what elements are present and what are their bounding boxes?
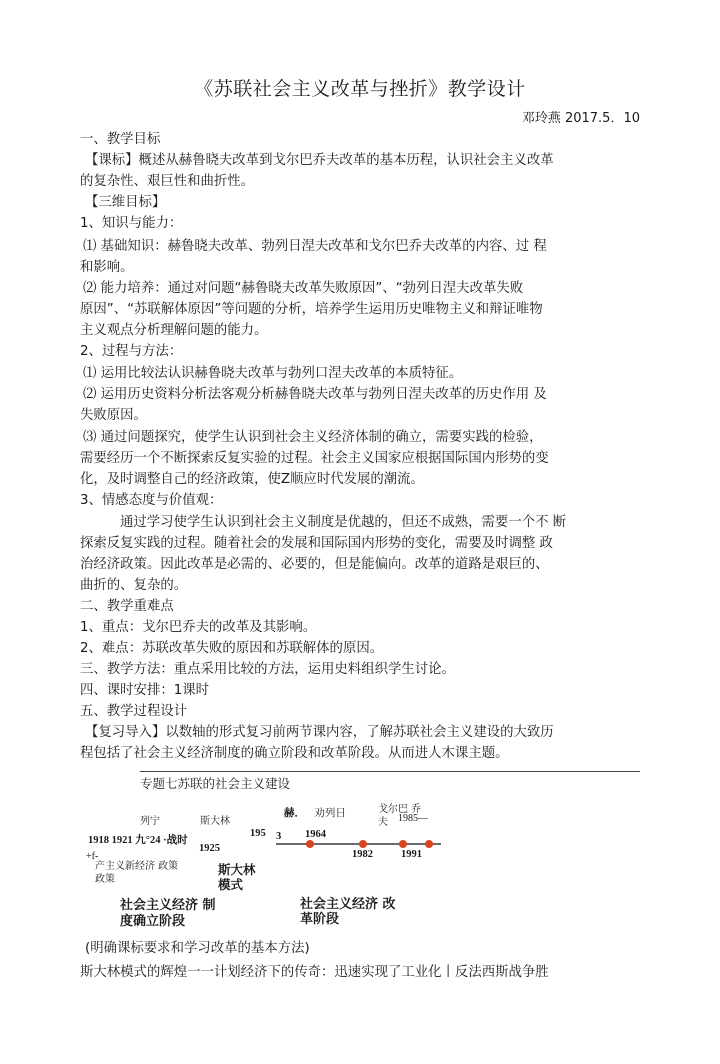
subheading-three-goals: 【三维目标】	[85, 195, 166, 210]
paragraph-line: 1、重点：戈尔巴乔夫的改革及其影响。	[80, 620, 317, 635]
year-195: 195	[250, 828, 266, 839]
paragraph-line: ⑴ 基础知识：赫鲁晓夫改革、勃列日涅夫改革和戈尔巴乔夫改革的内容、过 程	[83, 239, 547, 254]
paragraph-line: 的复杂性、艰巨性和曲折性。	[80, 174, 255, 189]
paragraph-line: 需要经历一个不断探索反复实验的过程。社会主义国家应根据国际国内形势的变	[80, 451, 549, 466]
paragraph-line: 治经济政策。因此改革是必需的、必要的，但是能偏向。改革的道路是艰巨的、	[80, 557, 549, 572]
stage-reform-cont: 革阶段	[300, 912, 340, 927]
year-3: 3	[276, 831, 282, 842]
left-years: 1918 1921 九°24 ·战时	[88, 835, 188, 846]
war-communism-label-cont: 政策	[95, 874, 115, 885]
year-1982: 1982	[352, 849, 373, 860]
stalin-model-label: 斯大林	[218, 862, 256, 877]
paragraph-line: 斯大林模式的辉煌一一计划经济下的传奇：迅速实现了工业化丨反法西斯战争胜	[80, 965, 549, 980]
label-khrushchev	[284, 805, 346, 820]
war-communism-mark: +f-	[86, 851, 99, 862]
paragraph-line: 程包括了社会主义经济制度的确立阶段和改革阶段。从而进人木课主题。	[80, 746, 509, 761]
year-1964: 1964	[305, 829, 326, 840]
section-heading-objectives: 一、教学目标	[80, 132, 161, 147]
paragraph-line: 失败原因。	[80, 408, 147, 423]
section-heading-key-points: 二、教学重难点	[80, 599, 174, 614]
timeline-dot-1964	[306, 840, 314, 848]
paragraph-line: 【复习导入】以数轴的形式复习前两节课内容，了解苏联社会主义建设的大致历	[85, 725, 554, 740]
paragraph-line: ⑵ 运用历史资料分析法客观分析赫鲁晓夫改革与勃列日涅夫改革的历史作用 及	[83, 387, 547, 402]
year-1925: 1925	[199, 843, 220, 854]
subheading-process: 2、过程与方法：	[80, 344, 183, 359]
paragraph-line: 和影响。	[80, 260, 134, 275]
year-1985: 1985—	[398, 813, 428, 824]
paragraph-line: 主义观点分析理解问题的能力。	[80, 323, 268, 338]
paragraph-line: 曲折的、复杂的。	[80, 578, 188, 593]
diagram-heading: 专题七苏联的社会主义建设	[140, 776, 291, 791]
subheading-attitude: 3、情感态度与价值观：	[80, 493, 223, 508]
paragraph-line: 化，及时调整自己的经济政策，使Z顺应时代发展的潮流。	[80, 472, 424, 487]
author-date: 邓玲燕 2017.5．10	[521, 111, 640, 126]
paragraph-line: 【课标】概述从赫鲁晓夫改革到戈尔巴乔夫改革的基本历程，认识社会主义改革	[85, 153, 554, 168]
paragraph-line: 原因”、“苏联解体原因”等问题的分析，培养学生运用历史唯物主义和辩证唯物	[80, 302, 543, 317]
stage-reform: 社会主义经济 改	[300, 897, 396, 912]
timeline-dot-1985	[399, 840, 407, 848]
document-title: 《苏联社会主义改革与挫折》教学设计	[194, 78, 526, 100]
section-heading-method: 三、教学方法：重点采用比较的方法，运用史料组织学生讨论。	[80, 662, 455, 677]
war-communism-label: 产主义新经济 政策	[95, 861, 179, 872]
label-gorbachev: 戈尔巴 乔	[378, 804, 422, 815]
label-lenin: 列宁	[140, 816, 160, 827]
paragraph-line: 通过学习使学生认识到社会主义制度是优越的，但还不成熟，需要一个不 断	[120, 515, 567, 530]
stage-establishment-cont: 度确立阶段	[120, 914, 186, 929]
timeline-dot-1991	[425, 840, 433, 848]
label-brezhnev: 劝列日	[314, 807, 346, 819]
section-heading-process-design: 五、教学过程设计	[80, 704, 188, 719]
label-khrushchev-abbr: 赫．	[284, 807, 305, 819]
stalin-model-label-cont: 模式	[218, 877, 244, 892]
paragraph-line: 2、难点：苏联改革失败的原因和苏联解体的原因。	[80, 641, 384, 656]
label-gorbachev-cont: 夫	[378, 817, 388, 828]
section-heading-schedule: 四、课时安排：1课时	[80, 683, 210, 698]
paragraph-line: (明确课标要求和学习改革的基本方法)	[85, 941, 310, 956]
label-stalin: 斯大林	[200, 816, 230, 827]
paragraph-line: 探索反复实践的过程。随着社会的发展和国际国内形势的变化，需要及时调整 政	[80, 536, 553, 551]
paragraph-line: ⑴ 运用比较法认识赫鲁晓夫改革与勃列口涅夫改革的本质特征。	[83, 366, 463, 381]
subheading-knowledge: 1、知识与能力：	[80, 216, 183, 231]
timeline-dot-1982	[359, 840, 367, 848]
year-1991: 1991	[401, 849, 422, 860]
diagram-top-rule	[140, 771, 640, 772]
paragraph-line: ⑵ 能力培养：通过对问题“赫鲁晓夫改革失败原因”、“勃列日涅夫改革失败	[83, 281, 524, 296]
paragraph-line: ⑶ 通过问题探究，使学生认识到社会主义经济体制的确立，需要实践的检验，	[83, 430, 543, 445]
stage-establishment: 社会主义经济 制	[120, 898, 216, 913]
